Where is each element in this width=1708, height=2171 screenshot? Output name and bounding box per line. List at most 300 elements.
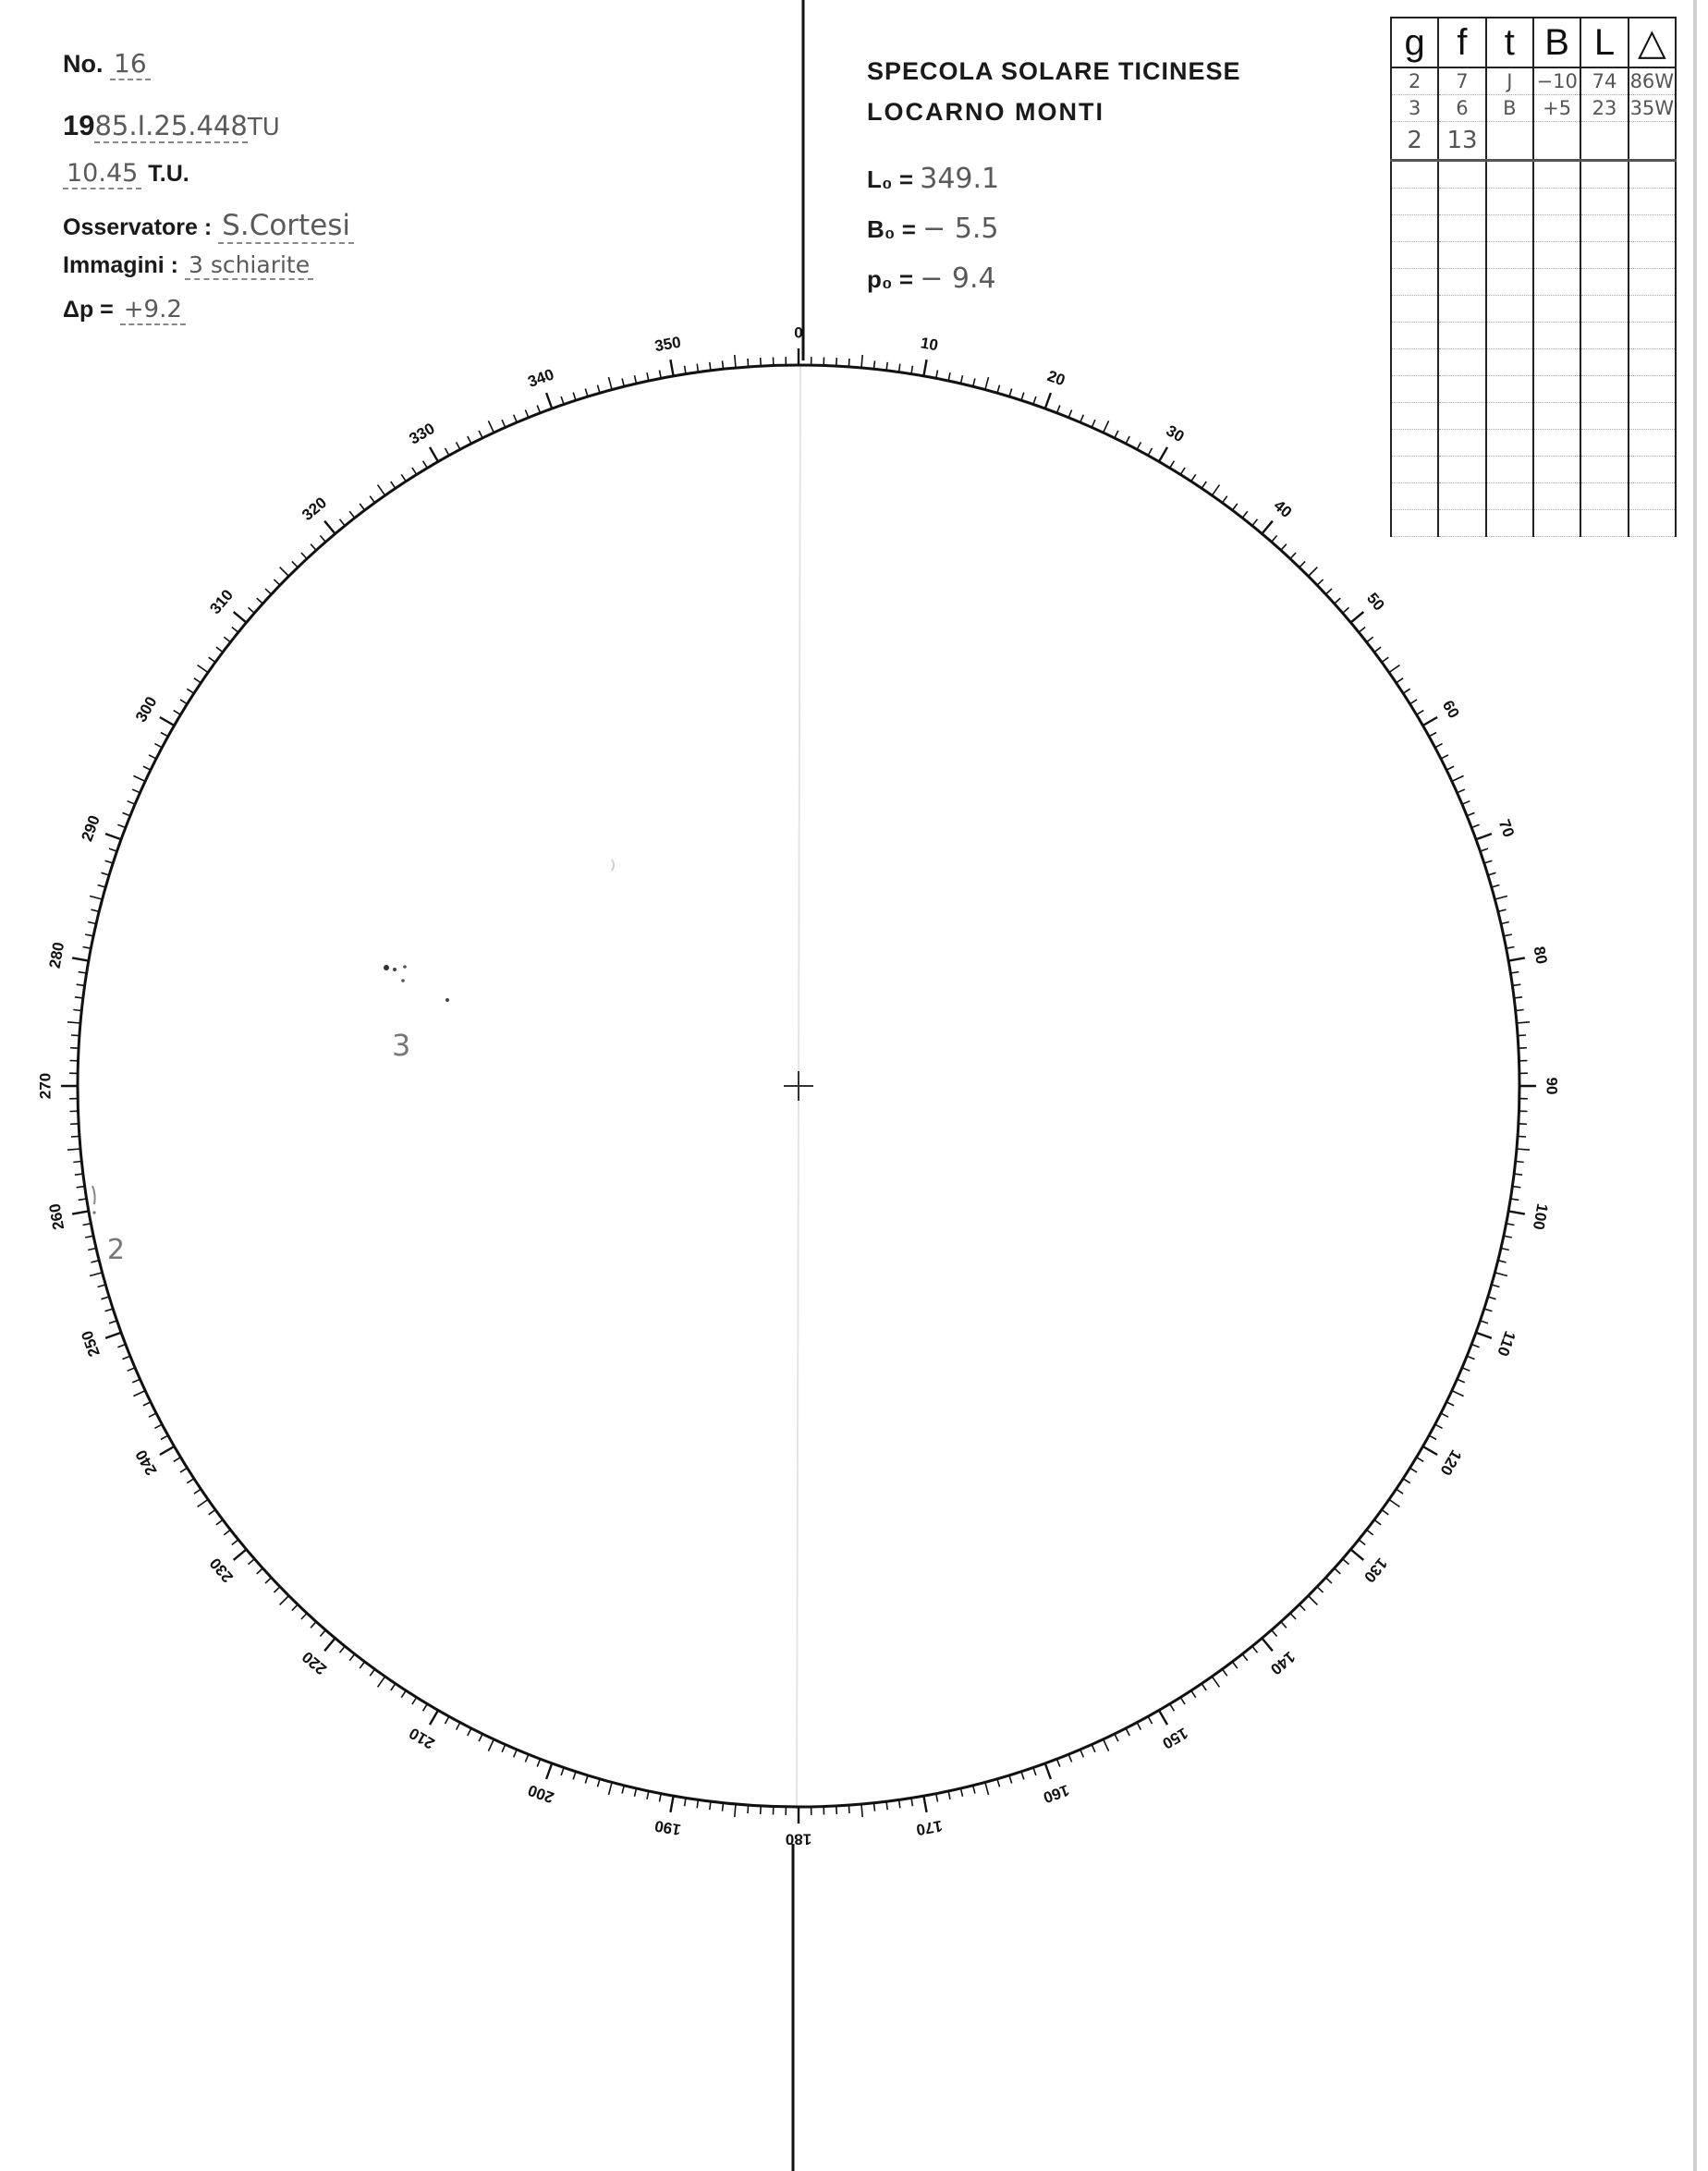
degree-tick xyxy=(537,1759,540,1766)
degree-tick xyxy=(761,358,762,366)
degree-tick xyxy=(311,544,316,551)
degree-label: 230 xyxy=(206,1554,238,1586)
degree-tick xyxy=(1429,1435,1436,1439)
degree-tick xyxy=(91,1261,99,1262)
time-unit: T.U. xyxy=(148,161,189,187)
degree-tick xyxy=(391,482,396,489)
degree-label: 190 xyxy=(653,1816,683,1839)
station-title-1: SPECOLA SOLARE TICINESE xyxy=(867,57,1241,85)
degree-tick xyxy=(1126,436,1129,444)
degree-label: 280 xyxy=(45,940,68,970)
degree-tick xyxy=(378,485,385,496)
degree-tick xyxy=(257,598,263,604)
station-title-2: LOCARNO MONTI xyxy=(867,98,1104,126)
degree-tick xyxy=(98,1285,106,1287)
degree-tick xyxy=(224,1530,230,1535)
degree-tick xyxy=(537,405,540,412)
degree-tick xyxy=(961,1788,963,1797)
degree-tick xyxy=(90,1273,103,1276)
degree-tick xyxy=(274,1587,280,1592)
degree-tick xyxy=(1351,612,1364,623)
degree-tick xyxy=(1481,1321,1489,1323)
degree-tick xyxy=(1045,1763,1051,1779)
degree-tick xyxy=(886,1801,887,1810)
degree-tick xyxy=(117,824,125,827)
degree-tick xyxy=(923,360,926,376)
degree-tick xyxy=(609,377,613,390)
degree-tick xyxy=(102,872,110,875)
degree-label: 300 xyxy=(131,693,161,726)
degree-tick xyxy=(1104,421,1109,433)
degree-tick xyxy=(75,997,83,998)
degree-tick xyxy=(149,755,156,759)
degree-tick xyxy=(1508,1211,1525,1214)
degree-tick xyxy=(301,553,307,559)
degree-label: 240 xyxy=(131,1446,161,1479)
degree-tick xyxy=(105,834,121,839)
degree-tick xyxy=(292,1604,298,1611)
degree-tick xyxy=(1180,468,1185,475)
degree-tick xyxy=(948,372,950,381)
degree-tick xyxy=(1080,415,1084,422)
degree-tick xyxy=(1212,1677,1219,1688)
degree-tick xyxy=(70,1124,79,1125)
degree-tick xyxy=(1115,431,1118,438)
degree-tick xyxy=(73,1162,81,1163)
degree-tick xyxy=(1488,872,1496,875)
degree-tick xyxy=(948,1791,950,1799)
degree-tick xyxy=(187,689,194,693)
degree-label: 350 xyxy=(653,333,683,356)
degree-tick xyxy=(109,1321,117,1323)
header-g: g xyxy=(1391,18,1438,67)
degree-label: 120 xyxy=(1436,1446,1466,1479)
degree-tick xyxy=(1359,1540,1365,1545)
degree-label: 130 xyxy=(1360,1554,1391,1586)
total-f: 13 xyxy=(1438,122,1485,161)
degree-tick xyxy=(1423,1446,1438,1455)
degree-tick xyxy=(79,972,87,973)
degree-tick xyxy=(1242,511,1248,518)
degree-tick xyxy=(670,360,673,376)
degree-tick xyxy=(234,612,247,623)
degree-tick xyxy=(1410,700,1418,704)
degree-tick xyxy=(1290,553,1296,559)
degree-tick xyxy=(257,1568,263,1574)
degree-label: 260 xyxy=(45,1201,68,1232)
degree-tick xyxy=(445,1716,449,1724)
degree-tick xyxy=(735,355,736,368)
degree-tick xyxy=(911,1798,912,1806)
degree-tick xyxy=(143,1402,151,1406)
degree-tick xyxy=(479,431,482,438)
degree-tick xyxy=(1223,496,1227,503)
degree-tick xyxy=(1232,504,1237,510)
degree-tick xyxy=(72,957,89,960)
degree-label: 170 xyxy=(914,1816,945,1839)
degree-tick xyxy=(457,442,460,449)
cell-f: 7 xyxy=(1438,67,1485,95)
images-value: 3 schiarite xyxy=(185,251,313,280)
cell-b: +5 xyxy=(1533,95,1580,122)
observer-line: Osservatore : S.Cortesi xyxy=(63,209,354,242)
degree-tick xyxy=(1446,766,1454,770)
sheet-edge-shadow xyxy=(1693,0,1697,2171)
degree-tick xyxy=(83,947,92,949)
delta-p-value: +9.2 xyxy=(120,296,186,325)
degree-tick xyxy=(174,1457,181,1462)
degree-tick xyxy=(1080,1750,1084,1757)
degree-tick xyxy=(502,1745,506,1752)
degree-tick xyxy=(1281,544,1287,551)
degree-tick xyxy=(1492,1285,1500,1287)
header-delta: △ xyxy=(1629,18,1676,67)
degree-label: 210 xyxy=(406,1724,438,1753)
degree-tick xyxy=(1272,1630,1277,1637)
degree-tick xyxy=(1508,957,1525,960)
degree-tick xyxy=(1417,1457,1424,1462)
cell-l: 23 xyxy=(1580,95,1628,122)
degree-tick xyxy=(423,461,428,469)
degree-tick xyxy=(488,1739,494,1751)
degree-tick xyxy=(430,447,438,462)
sunspot xyxy=(401,979,405,982)
degree-label: 60 xyxy=(1438,697,1463,722)
degree-tick xyxy=(249,607,255,613)
degree-label: 270 xyxy=(36,1072,55,1100)
total-g: 2 xyxy=(1391,122,1438,161)
degree-tick xyxy=(468,436,471,444)
cell-delta: 86W xyxy=(1629,67,1676,95)
degree-tick xyxy=(1458,789,1465,793)
degree-tick xyxy=(1202,482,1206,489)
degree-tick xyxy=(1382,657,1388,662)
degree-label: 50 xyxy=(1363,589,1388,615)
degree-tick xyxy=(128,1368,135,1372)
degree-tick xyxy=(1021,1772,1024,1780)
degree-tick xyxy=(1299,561,1305,567)
degree-tick xyxy=(748,1805,749,1813)
degree-tick xyxy=(761,1806,762,1814)
degree-tick xyxy=(174,711,181,715)
degree-tick xyxy=(685,366,686,374)
degree-tick xyxy=(635,1788,637,1797)
degree-tick xyxy=(1170,461,1175,469)
degree-tick xyxy=(622,378,624,386)
degree-tick xyxy=(1441,755,1448,759)
degree-tick xyxy=(1009,389,1012,397)
l0-line: L₀ = 349.1 xyxy=(867,163,1000,195)
degree-tick xyxy=(1389,1499,1400,1506)
degree-tick xyxy=(488,421,494,433)
degree-tick xyxy=(525,1754,528,1762)
degree-tick xyxy=(370,496,374,503)
degree-tick xyxy=(1148,1716,1152,1724)
degree-tick xyxy=(91,909,99,911)
sunspot xyxy=(445,998,449,1002)
degree-tick xyxy=(1462,801,1470,805)
degree-tick xyxy=(1299,1604,1305,1611)
degree-tick xyxy=(72,1211,89,1214)
degree-tick xyxy=(985,1782,989,1795)
degree-tick xyxy=(622,1786,624,1794)
degree-tick xyxy=(1281,1622,1287,1628)
degree-tick xyxy=(1191,474,1196,482)
degree-tick xyxy=(1462,1368,1470,1372)
degree-tick xyxy=(635,375,637,384)
degree-tick xyxy=(232,628,238,633)
delta-p-line: Δp = +9.2 xyxy=(63,296,186,323)
degree-tick xyxy=(514,1750,518,1757)
degree-tick xyxy=(1403,1479,1410,1483)
degree-tick xyxy=(123,812,130,815)
degree-tick xyxy=(1290,1614,1296,1620)
degree-label: 200 xyxy=(525,1781,556,1807)
degree-tick xyxy=(265,1578,272,1583)
sunspot xyxy=(403,965,407,969)
degree-tick xyxy=(1476,1333,1492,1338)
degree-tick xyxy=(1126,1728,1129,1736)
group-label-2: 2 xyxy=(107,1234,126,1266)
degree-tick xyxy=(187,1479,194,1483)
degree-tick xyxy=(161,733,168,737)
degree-tick xyxy=(274,579,280,585)
degree-tick xyxy=(1009,1775,1012,1784)
degree-tick xyxy=(573,1772,576,1780)
header-b: B xyxy=(1533,18,1580,67)
degree-tick xyxy=(1403,689,1410,693)
degree-tick xyxy=(1494,1273,1507,1276)
degree-tick xyxy=(280,1596,289,1605)
degree-tick xyxy=(874,360,875,369)
degree-label: 150 xyxy=(1159,1724,1191,1753)
degree-tick xyxy=(70,1048,79,1049)
degree-tick xyxy=(585,389,588,397)
degree-tick xyxy=(1519,1048,1527,1049)
degree-tick xyxy=(936,1794,938,1802)
degree-tick xyxy=(735,1804,736,1817)
degree-tick xyxy=(71,1035,79,1036)
p0-value: − 9.4 xyxy=(920,262,996,295)
degree-label: 30 xyxy=(1163,421,1188,446)
degree-tick xyxy=(1498,909,1507,911)
degree-tick xyxy=(401,474,406,482)
header-t: t xyxy=(1486,18,1533,67)
degree-tick xyxy=(265,589,272,594)
degree-tick xyxy=(71,1136,79,1137)
degree-tick xyxy=(479,1734,482,1741)
degree-tick xyxy=(685,1798,686,1806)
degree-label: 140 xyxy=(1266,1647,1299,1678)
degree-tick xyxy=(1057,1759,1060,1766)
degree-tick xyxy=(1435,1424,1443,1428)
degree-tick xyxy=(234,1549,247,1560)
degree-tick xyxy=(585,1775,588,1784)
degree-tick xyxy=(340,519,346,526)
degree-tick xyxy=(1510,972,1519,973)
degree-tick xyxy=(836,1806,837,1814)
degree-label: 330 xyxy=(406,419,438,448)
degree-tick xyxy=(154,744,162,748)
degree-tick xyxy=(1045,393,1051,409)
degree-tick xyxy=(1504,1236,1512,1238)
degree-tick xyxy=(1242,1654,1248,1661)
degree-tick xyxy=(997,385,1000,394)
degree-tick xyxy=(609,1782,613,1795)
degree-tick xyxy=(445,448,449,456)
degree-tick xyxy=(723,360,724,369)
degree-tick xyxy=(1367,637,1373,642)
degree-tick xyxy=(886,362,887,371)
degree-tick xyxy=(1367,1530,1373,1535)
degree-tick xyxy=(1501,922,1509,924)
sunspot-group-3 xyxy=(384,965,449,1002)
degree-tick xyxy=(836,358,837,366)
degree-tick xyxy=(514,415,518,422)
degree-tick xyxy=(1514,997,1522,998)
degree-tick xyxy=(1516,1162,1524,1163)
degree-tick xyxy=(1180,1698,1185,1705)
degree-tick xyxy=(1471,1345,1479,1348)
degree-tick xyxy=(861,1804,862,1817)
time-value: 10.45 xyxy=(63,159,141,189)
degree-tick xyxy=(83,1224,92,1226)
degree-label: 20 xyxy=(1044,366,1068,390)
degree-tick xyxy=(349,511,355,518)
degree-tick xyxy=(117,1345,125,1348)
degree-tick xyxy=(1518,1035,1526,1036)
degree-tick xyxy=(67,1022,80,1023)
degree-tick xyxy=(1202,1684,1206,1691)
degree-tick xyxy=(1343,607,1349,613)
degree-tick xyxy=(280,567,289,577)
degree-tick xyxy=(109,848,117,851)
degree-tick xyxy=(1170,1704,1175,1712)
degree-tick xyxy=(1252,1646,1258,1653)
degree-tick xyxy=(1435,744,1443,748)
degree-tick xyxy=(1309,567,1318,577)
degree-tick xyxy=(105,1333,121,1338)
degree-tick xyxy=(224,637,230,642)
degree-tick xyxy=(1410,1468,1418,1472)
degree-tick xyxy=(660,1794,662,1802)
degree-tick xyxy=(132,1379,140,1383)
degree-tick xyxy=(1517,1022,1530,1023)
degree-label: 180 xyxy=(785,1830,812,1848)
degree-tick xyxy=(160,717,175,726)
degree-tick xyxy=(1335,1568,1341,1574)
degree-tick xyxy=(105,860,114,863)
degree-label: 340 xyxy=(525,365,556,391)
degree-tick xyxy=(848,1805,849,1813)
degree-tick xyxy=(1507,947,1515,949)
degree-tick xyxy=(1476,834,1492,839)
degree-tick xyxy=(1317,579,1324,585)
degree-tick xyxy=(997,1779,1000,1787)
degree-tick xyxy=(133,1391,145,1397)
degree-tick xyxy=(457,1723,460,1730)
degree-tick xyxy=(1452,1391,1464,1397)
degree-label: 0 xyxy=(794,323,803,342)
degree-tick xyxy=(911,366,912,374)
observer-value: S.Cortesi xyxy=(218,209,354,244)
degree-tick xyxy=(1159,447,1167,462)
degree-tick xyxy=(430,1711,438,1726)
degree-tick xyxy=(102,1297,110,1299)
degree-tick xyxy=(973,378,975,386)
b0-line: B₀ = − 5.5 xyxy=(867,213,999,245)
degree-tick xyxy=(180,1468,188,1472)
degree-tick xyxy=(216,647,223,652)
degree-tick xyxy=(85,1236,93,1238)
degree-tick xyxy=(1484,860,1493,863)
degree-label: 10 xyxy=(919,334,940,355)
degree-tick xyxy=(1441,1413,1448,1417)
degree-tick xyxy=(67,1149,80,1150)
degree-tick xyxy=(1262,1639,1273,1652)
degree-tick xyxy=(985,377,989,390)
degree-tick xyxy=(1429,733,1436,737)
degree-tick xyxy=(1507,1224,1515,1226)
number-label: No. 16 xyxy=(63,48,151,79)
degree-tick xyxy=(292,561,298,567)
degree-tick xyxy=(198,665,209,673)
degree-tick xyxy=(598,1779,601,1787)
degree-tick xyxy=(1397,678,1404,683)
degree-tick xyxy=(349,1654,355,1661)
group-label-3: 3 xyxy=(392,1028,411,1063)
degree-tick xyxy=(143,766,151,770)
cell-f: 6 xyxy=(1438,95,1485,122)
degree-tick xyxy=(598,385,601,394)
degree-label: 80 xyxy=(1530,945,1551,966)
number-value: 16 xyxy=(110,48,151,80)
degree-label: 100 xyxy=(1529,1201,1552,1232)
degree-tick xyxy=(1148,448,1152,456)
degree-tick xyxy=(209,657,215,662)
degree-tick xyxy=(1137,442,1141,449)
degree-tick xyxy=(75,1174,83,1175)
degree-tick xyxy=(1068,1754,1071,1762)
degree-tick xyxy=(1452,775,1464,781)
degree-tick xyxy=(1252,519,1258,526)
degree-tick xyxy=(1223,1669,1227,1676)
cell-l: 74 xyxy=(1580,67,1628,95)
degree-tick xyxy=(412,1698,417,1705)
degree-tick xyxy=(391,1684,396,1691)
degree-label: 220 xyxy=(299,1647,331,1678)
degree-tick xyxy=(1498,1261,1507,1262)
degree-tick xyxy=(301,1614,307,1620)
sunspot xyxy=(384,965,389,970)
degree-tick xyxy=(249,1559,255,1565)
degree-tick xyxy=(1309,1596,1318,1605)
degree-tick xyxy=(98,885,106,888)
degree-tick xyxy=(1191,1690,1196,1698)
degree-tick xyxy=(874,1803,875,1811)
degree-tick xyxy=(1389,665,1400,673)
degree-label: 290 xyxy=(78,812,104,844)
degree-tick xyxy=(1351,1549,1364,1560)
cell-b: −10 xyxy=(1533,67,1580,95)
degree-tick xyxy=(324,521,336,534)
degree-tick xyxy=(561,1768,564,1776)
degree-tick xyxy=(360,504,364,510)
degree-tick xyxy=(1471,824,1479,827)
degree-tick xyxy=(149,1413,156,1417)
degree-tick xyxy=(1467,1356,1474,1359)
degree-tick xyxy=(1262,521,1273,534)
